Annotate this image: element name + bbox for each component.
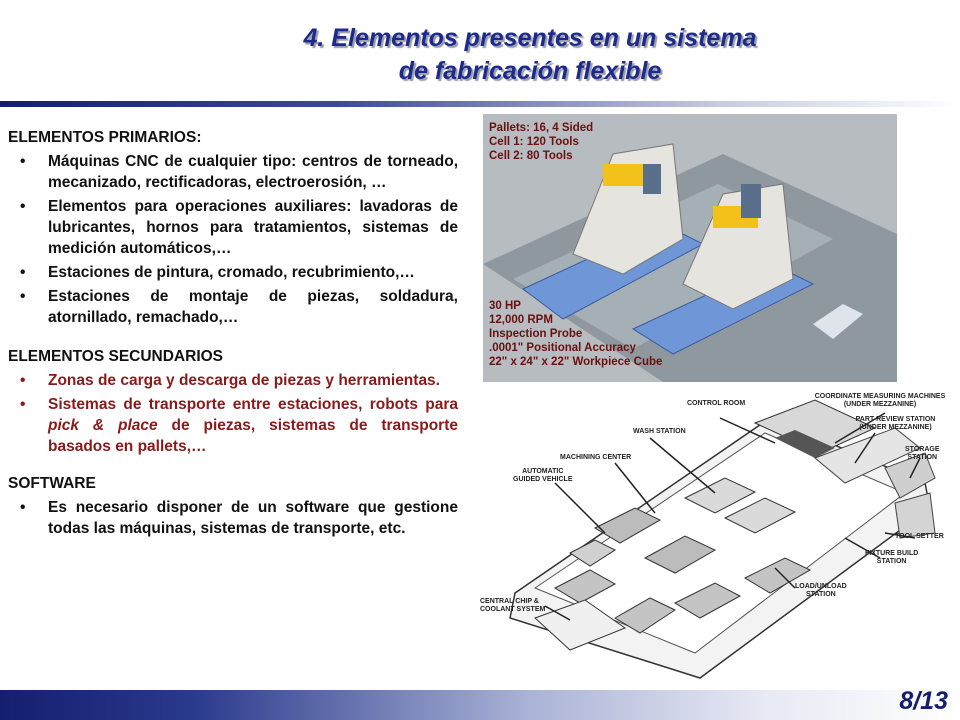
secondary-item-loading: • Zonas de carga y descarga de piezas y herramientas. <box>8 370 458 391</box>
secondary-heading: ELEMENTOS SECUNDARIOS <box>8 348 224 365</box>
spec-rpm: 12,000 RPM <box>489 314 553 326</box>
label-part-review: PART REVIEW STATION (UNDER MEZZANINE) <box>855 416 936 431</box>
label-load-unload: LOAD/UNLOAD STATION <box>795 583 847 598</box>
label-agv: AUTOMATIC GUIDED VEHICLE <box>513 468 573 483</box>
primary-item-assembly: • Estaciones de montaje de piezas, soldadura, atornillado, remachado,… <box>8 286 458 328</box>
software-list <box>8 497 458 539</box>
label-tool-setter: TOOL SETTER <box>895 533 944 540</box>
title-line-1: 4. Elementos presentes en un sistema <box>303 24 757 52</box>
slide-title <box>250 22 810 88</box>
label-machining-center: MACHINING CENTER <box>560 454 632 461</box>
spec-cell2: Cell 2: 80 Tools <box>489 150 573 162</box>
software-item: • Es necesario disponer de un software que gestione todas las máquinas, sistemas de transporte, etc. <box>8 497 458 539</box>
label-wash-station: WASH STATION <box>633 428 686 435</box>
primary-item-auxiliary: • Elementos para operaciones auxiliares: lavadoras de lubricantes, hornos para tratamientos, sistemas de medición automáticos,… <box>8 196 458 259</box>
label-chip-coolant: CENTRAL CHIP & COOLANT SYSTEM <box>480 598 546 613</box>
label-control-room: CONTROL ROOM <box>687 400 746 407</box>
primary-list <box>8 151 458 328</box>
primary-item-cnc: • Máquinas CNC de cualquier tipo: centros de torneado, mecanizado, rectificadoras, electroerosión, … <box>8 151 458 193</box>
software-heading: SOFTWARE <box>8 475 96 492</box>
transport-text-b: de piezas, sistemas de transporte basados en pallets,… <box>48 417 458 455</box>
photo-specs-top <box>489 121 593 163</box>
spec-probe: Inspection Probe <box>489 328 583 340</box>
footer-bar <box>0 690 960 720</box>
spec-hp: 30 HP <box>489 300 521 312</box>
fms-layout-diagram <box>475 388 960 680</box>
spec-cube: 22" x 24" x 22" Workpiece Cube <box>489 356 663 368</box>
transport-text-italic: pick & place <box>48 417 158 434</box>
primary-heading: ELEMENTOS PRIMARIOS: <box>8 129 202 146</box>
title-line-2: de fabricación flexible <box>398 57 662 85</box>
secondary-list <box>8 370 458 457</box>
label-cmm: COORDINATE MEASURING MACHINES (UNDER MEZZANINE) <box>814 393 946 408</box>
secondary-item-transport <box>8 394 458 457</box>
page-number: 8/13 <box>899 687 948 715</box>
slide-content <box>8 127 458 542</box>
label-storage-station: STORAGE STATION <box>905 446 940 461</box>
spec-cell1: Cell 1: 120 Tools <box>489 136 579 148</box>
top-divider <box>0 101 960 107</box>
spec-accuracy: .0001" Positional Accuracy <box>489 342 636 354</box>
transport-text-a: Sistemas de transporte entre estaciones, robots para <box>48 396 458 413</box>
primary-item-painting: • Estaciones de pintura, cromado, recubrimiento,… <box>8 262 458 283</box>
spec-pallets: Pallets: 16, 4 Sided <box>489 122 594 134</box>
label-fixture-build: FIXTURE BUILD STATION <box>865 550 919 565</box>
photo-specs-bottom <box>489 299 662 369</box>
